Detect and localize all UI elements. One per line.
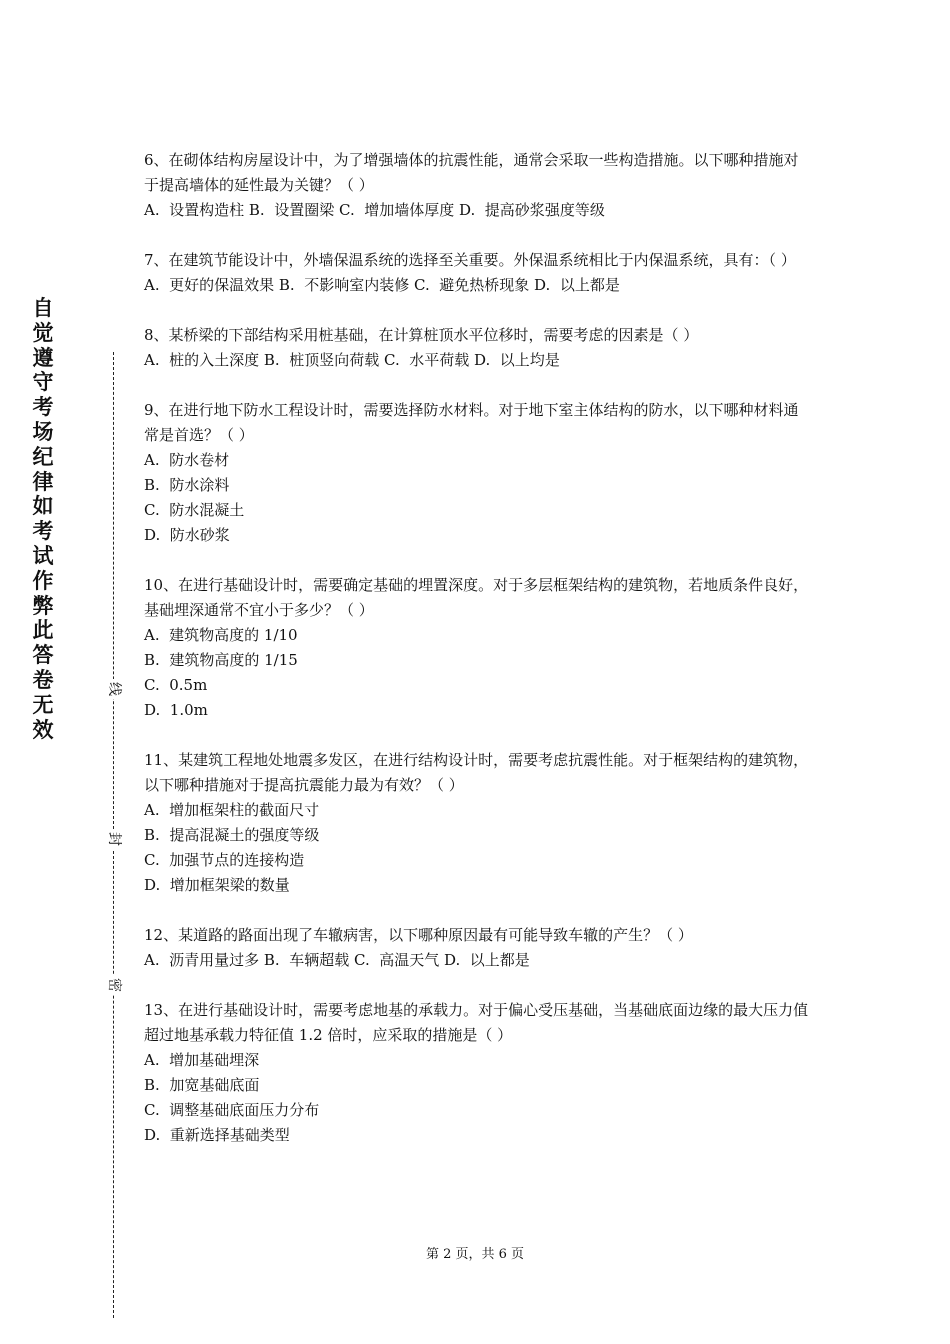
- question-stem: 10、在进行基础设计时，需要确定基础的埋置深度。对于多层框架结构的建筑物，若地质条件良好，基础埋深通常不宜小于多少？（ ）: [144, 576, 809, 619]
- question-11: [144, 748, 810, 898]
- question-options: A. 桩的入土深度 B. 桩顶竖向荷载 C. 水平荷载 D. 以上均是: [144, 351, 560, 369]
- question-7: [144, 248, 810, 298]
- question-list: [144, 148, 810, 1173]
- question-9: [144, 398, 810, 548]
- option-d: D. 增加框架梁的数量: [144, 876, 290, 894]
- option-b: B. 防水涂料: [144, 476, 230, 494]
- question-10: [144, 573, 810, 723]
- question-stem: 11、某建筑工程地处地震多发区，在进行结构设计时，需要考虑抗震性能。对于框架结构的建筑物，以下哪种措施对于提高抗震能力最为有效？（ ）: [144, 751, 809, 794]
- question-options: A. 更好的保温效果 B. 不影响室内装修 C. 避免热桥现象 D. 以上都是: [144, 276, 620, 294]
- option-a: A. 防水卷材: [144, 451, 230, 469]
- binding-mark-line: 线: [104, 679, 124, 699]
- option-b: B. 建筑物高度的 1/15: [144, 651, 298, 669]
- option-b: B. 提高混凝土的强度等级: [144, 826, 320, 844]
- option-d: D. 1.0m: [144, 701, 208, 719]
- question-stem: 12、某道路的路面出现了车辙病害，以下哪种原因最有可能导致车辙的产生？（ ）: [144, 926, 693, 944]
- binding-mark-secret: 密: [104, 975, 124, 995]
- option-d: D. 重新选择基础类型: [144, 1126, 290, 1144]
- binding-mark-seal: 封: [104, 829, 124, 849]
- question-12: [144, 923, 810, 973]
- question-options: A. 沥青用量过多 B. 车辆超载 C. 高温天气 D. 以上都是: [144, 951, 530, 969]
- option-a: A. 增加基础埋深: [144, 1051, 260, 1069]
- option-a: A. 建筑物高度的 1/10: [144, 626, 298, 644]
- question-stem: 7、在建筑节能设计中，外墙保温系统的选择至关重要。外保温系统相比于内保温系统，具有：（ ）: [144, 251, 796, 269]
- question-13: [144, 998, 810, 1148]
- option-c: C. 加强节点的连接构造: [144, 851, 305, 869]
- option-c: C. 防水混凝土: [144, 501, 245, 519]
- option-b: B. 加宽基础底面: [144, 1076, 260, 1094]
- question-8: [144, 323, 810, 373]
- question-options: A. 设置构造柱 B. 设置圈梁 C. 增加墙体厚度 D. 提高砂浆强度等级: [144, 201, 605, 219]
- option-d: D. 防水砂浆: [144, 526, 230, 544]
- question-6: [144, 148, 810, 223]
- binding-notice: 自觉遵守考场纪律如考试作弊此答卷无效: [32, 296, 54, 742]
- question-stem: 6、在砌体结构房屋设计中，为了增强墙体的抗震性能，通常会采取一些构造措施。以下哪种措施对于提高墙体的延性最为关键？（ ）: [144, 151, 799, 194]
- option-c: C. 0.5m: [144, 676, 208, 694]
- page-number: 第 2 页，共 6 页: [425, 1247, 525, 1262]
- question-stem: 9、在进行地下防水工程设计时，需要选择防水材料。对于地下室主体结构的防水，以下哪种材料通常是首选？（ ）: [144, 401, 799, 444]
- question-stem: 8、某桥梁的下部结构采用桩基础，在计算桩顶水平位移时，需要考虑的因素是（ ）: [144, 326, 699, 344]
- option-c: C. 调整基础底面压力分布: [144, 1101, 320, 1119]
- option-a: A. 增加框架柱的截面尺寸: [144, 801, 320, 819]
- question-stem: 13、在进行基础设计时，需要考虑地基的承载力。对于偏心受压基础，当基础底面边缘的最大压力值超过地基承载力特征值 1.2 倍时，应采取的措施是（ ）: [144, 1001, 809, 1044]
